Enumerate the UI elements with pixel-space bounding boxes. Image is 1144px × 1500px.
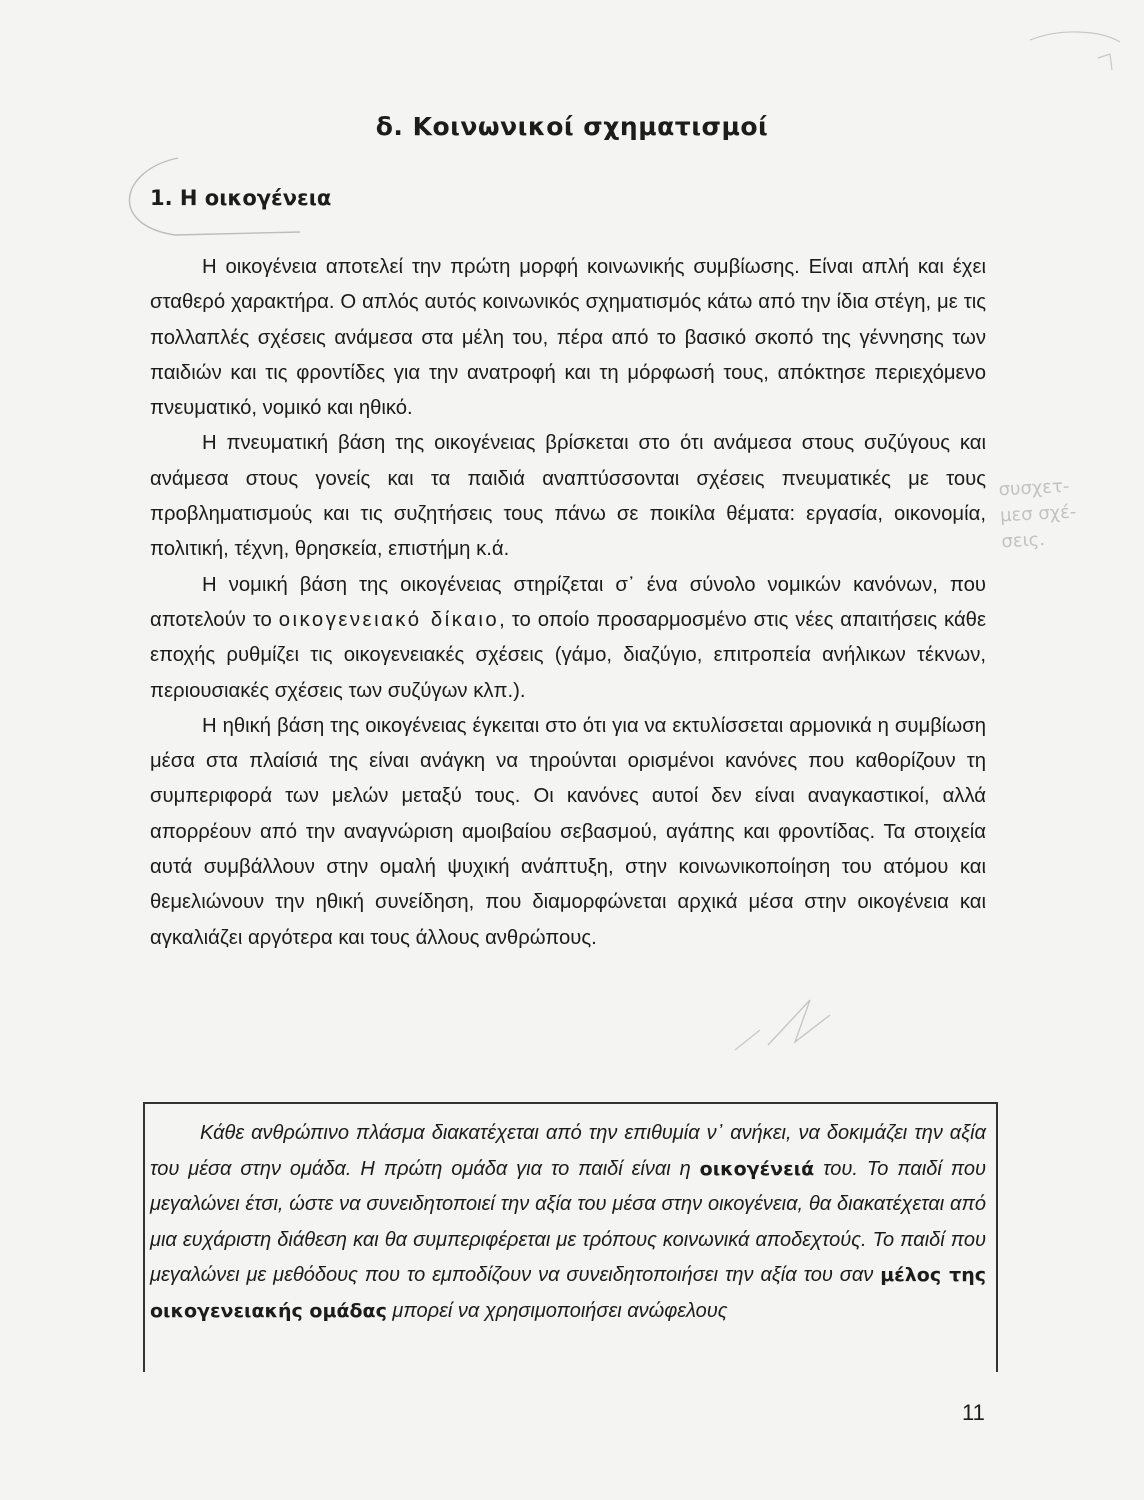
page-number: 11 [962, 1400, 985, 1425]
paragraph-spiritual-basis: Η πνευματική βάση της οικογένειας βρίσκεται στο ότι ανάμεσα στους συζύγους και ανάμεσα στους γονείς και τα παιδιά αναπτύσσονται σχέσεις πνευματικές με τους προβληματισμούς και τις συζητήσεις τους πάνω σε ποικίλα θέματα: εργασία, οικονομία, πολιτική, τέχνη, θρησκεία, επιστήμη κ.ά. [150, 432, 986, 561]
quote-bold-family: οικογένειά [699, 1157, 815, 1180]
quote-text: Κάθε ανθρώπινο πλάσμα διακατέχεται από την επιθυμία ν᾽ ανήκει, να δοκιμάζει την αξία του μέσα στην ομάδα. Η πρώτη ομάδα για το παιδί είναι η [150, 1122, 986, 1180]
paragraph-family-intro: Η οικογένεια αποτελεί την πρώτη μορφή κοινωνικής συμβίωσης. Είναι απλή και έχει σταθερό χαρακτήρα. Ο απλός αυτός κοινωνικός σχηματισμός κάτω από την ίδια στέγη, με τις πολλαπλές σχέσεις ανάμεσα στα μέλη του, πέρα από το βασικό σκοπό της γέννησης των παιδιών και τις φροντίδες για την ανατροφή και τη μόρφωσή τους, απόκτησε περιεχόμενο πνευματικό, νομικό και ηθικό. [150, 256, 986, 420]
family-law-term: οικογενειακό δίκαιο [278, 608, 500, 631]
paragraph-moral-basis: Η ηθική βάση της οικογένειας έγκειται στο ότι για να εκτυλίσσεται αρμονικά η συμβίωση μέσα στα πλαίσιά της είναι ανάγκη να τηρούνται ορισμένοι κανόνες που καθορίζουν τη συμπεριφορά των μελών μεταξύ τους. Οι κανόνες αυτοί δεν είναι αναγκαστικοί, αλλά απορρέουν από την αναγνώριση αμοιβαίου σεβασμού, αγάπης και φροντίδας. Τα στοιχεία αυτά συμβάλλουν στην ομαλή ψυχική ανάπτυξη, στην κοινωνικοποίηση του ατόμου και θεμελιώνουν την ηθική συνείδηση, που διαμορφώνεται αρχικά μέσα στην οικογένεια και αγκαλιάζει αργότερα και τους άλλους ανθρώπους. [150, 714, 986, 949]
chapter-title: δ. Κοινωνικοί σχηματισμοί [375, 112, 769, 141]
quote-text: μπορεί να χρησιμοποιήσει ανώφελους [386, 1299, 728, 1322]
margin-note-line: σεις. [1000, 529, 1046, 553]
paragraph-legal-basis [150, 568, 986, 709]
section-heading: 1. Η οικογένεια [150, 186, 332, 210]
handwritten-margin-note [998, 471, 1132, 556]
margin-note-line: συσχετ- [998, 475, 1070, 501]
margin-note-line: μεσ σχέ- [999, 501, 1077, 527]
body-text [150, 250, 986, 956]
quote-box-text [150, 1116, 986, 1329]
quote-text: του. Το παιδί που μεγαλώνει έτσι, ώστε να συνειδητοποιεί την αξία του μέσα στην οικογένεια, θα διακατέχεται από μια ευχάριστη διάθεση και θα συμπεριφέρεται με τρόπους κοινωνικά αποδεχτούς. Το παιδί που μεγαλώνει με μεθόδους που το εμποδίζουν να συνειδητοποιήσει την αξία του σαν [150, 1157, 986, 1286]
quote-bold-member: μέλος της οικογενειακής ομάδας [150, 1264, 986, 1322]
legal-text-end: , το οποίο προσαρμοσμένο στις νέες απαιτήσεις κάθε εποχής ρυθμίζει τις οικογενειακές σχέσεις (γάμο, διαζύγιο, επιτροπεία ανήλικων τέκνων, περιουσιακές σχέσεις των συζύγων κλπ.). [150, 608, 986, 702]
legal-text-start: Η νομική βάση της οικογένειας στηρίζεται σ᾽ ένα σύνολο νομικών κανόνων, που αποτελούν το [150, 573, 986, 631]
